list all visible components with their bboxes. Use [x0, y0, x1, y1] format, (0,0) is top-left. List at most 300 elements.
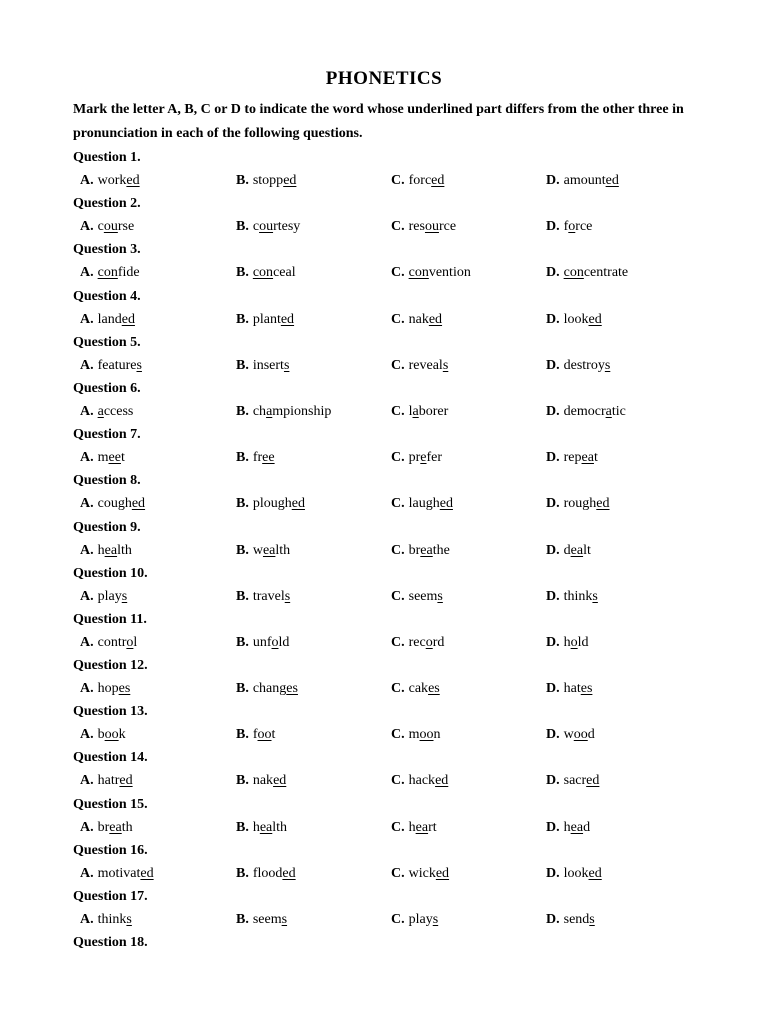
answer-option [236, 677, 298, 700]
options-row [73, 908, 713, 931]
answer-option [80, 354, 142, 377]
underlined-part: s [589, 912, 595, 927]
answer-option [391, 492, 453, 515]
answer-option [546, 677, 592, 700]
answer-option [391, 446, 442, 469]
answer-option [391, 862, 449, 885]
answer-option [391, 308, 442, 331]
option-letter: C. [391, 311, 405, 327]
option-letter: A. [80, 681, 94, 697]
option-letter: B. [236, 496, 249, 512]
word-part: rse [117, 219, 135, 235]
underlined-part: s [284, 588, 291, 604]
word-part: ch [252, 403, 267, 419]
word-part: seem [252, 912, 282, 927]
underlined-part: s [283, 357, 290, 373]
option-letter: B. [236, 357, 249, 373]
word-part: seem [408, 588, 438, 604]
underlined-part: ed [431, 173, 445, 188]
options-row [73, 677, 713, 700]
question-block [73, 192, 713, 238]
underlined-part: con [408, 265, 429, 281]
option-letter: A. [80, 450, 94, 466]
option-letter: D. [546, 681, 560, 697]
word-part: sacr [563, 773, 587, 789]
question-label: Question 15. [73, 796, 148, 812]
answer-option [546, 585, 598, 608]
word-part: rt [428, 819, 437, 835]
underlined-part: ee [262, 450, 275, 466]
word-part: look [563, 865, 589, 881]
answer-option [391, 354, 448, 377]
option-letter: D. [546, 773, 560, 789]
answer-option [80, 631, 137, 654]
underlined-part: ea [420, 542, 433, 558]
answer-option [391, 631, 444, 654]
underlined-part: s [442, 357, 449, 373]
word-part: th [121, 819, 133, 835]
word-part: rce [575, 219, 593, 235]
option-letter: C. [391, 681, 405, 697]
word-part: fer [426, 450, 443, 466]
option-letter: C. [391, 773, 405, 789]
option-letter: D. [546, 865, 560, 881]
word-part: l [408, 403, 413, 419]
answer-option [546, 215, 592, 238]
word-part: d [583, 819, 591, 835]
option-letter: A. [80, 865, 94, 881]
options-row [73, 400, 713, 423]
underlined-part: oo [573, 727, 588, 743]
word-part: tic [611, 403, 626, 419]
options-row [73, 723, 713, 746]
underlined-part: ee [108, 450, 121, 466]
word-part: fr [252, 450, 263, 466]
underlined-part: es [580, 681, 593, 697]
question-label: Question 13. [73, 704, 148, 720]
question-label: Question 18. [73, 935, 148, 951]
option-letter: C. [391, 357, 405, 373]
word-part: h [563, 634, 571, 650]
answer-option [80, 862, 154, 885]
word-part: h [97, 542, 105, 558]
word-part: rd [432, 634, 445, 650]
word-part: stopp [252, 173, 284, 188]
word-part: res [408, 219, 425, 235]
answer-option [236, 400, 331, 423]
underlined-part: ed [435, 773, 449, 789]
answer-option [546, 354, 610, 377]
underlined-part: s [136, 357, 142, 373]
instructions: Mark the letter A, B, C or D to indicate the word whose underlined part differs from the other three in pronunciation in each of the following questions. [73, 102, 684, 141]
word-part: h [408, 819, 416, 835]
question-block [73, 608, 713, 654]
underlined-part: o [271, 634, 279, 650]
options-row [73, 169, 713, 192]
word-part: d [587, 727, 595, 743]
option-letter: B. [236, 865, 249, 881]
word-part: cak [408, 681, 429, 697]
option-letter: C. [391, 265, 405, 281]
question-label: Question 7. [73, 427, 141, 443]
option-letter: D. [546, 588, 560, 604]
word-part: flood [252, 865, 283, 881]
question-label: Question 8. [73, 473, 141, 489]
question-list [73, 146, 713, 977]
answer-option [546, 169, 619, 192]
underlined-part: s [281, 912, 288, 927]
answer-option [546, 723, 595, 746]
underlined-part: con [97, 265, 118, 281]
option-letter: A. [80, 173, 94, 188]
underlined-part: ed [586, 773, 600, 789]
question-block [73, 423, 713, 469]
answer-option [391, 677, 440, 700]
underlined-part: ed [131, 496, 146, 512]
option-letter: B. [236, 219, 249, 235]
underlined-part: a [605, 403, 612, 419]
option-letter: C. [391, 542, 405, 558]
answer-option [80, 215, 134, 238]
option-letter: D. [546, 265, 560, 281]
underlined-part: ed [140, 865, 154, 881]
answer-option [80, 908, 132, 931]
underlined-part: ea [415, 819, 429, 835]
word-part: h [563, 819, 571, 835]
underlined-part: es [286, 681, 298, 697]
question-block [73, 377, 713, 423]
answer-option [80, 769, 133, 792]
option-letter: D. [546, 727, 560, 743]
underlined-part: o [425, 634, 433, 650]
word-part: insert [252, 357, 284, 373]
word-part: forc [408, 173, 432, 188]
question-block [73, 516, 713, 562]
answer-option [80, 492, 145, 515]
answer-option [391, 723, 441, 746]
underlined-part: ed [273, 773, 287, 789]
answer-option [546, 400, 626, 423]
word-part: f [252, 727, 258, 743]
word-part: ld [278, 634, 290, 650]
word-part: reveal [408, 357, 443, 373]
answer-option [391, 539, 450, 562]
question-block [73, 562, 713, 608]
word-part: rec [408, 634, 426, 650]
underlined-part: ed [282, 865, 296, 881]
option-letter: D. [546, 357, 560, 373]
option-letter: B. [236, 727, 249, 743]
word-part: h [252, 819, 260, 835]
word-part: rce [438, 219, 457, 235]
question-block [73, 793, 713, 839]
answer-option [546, 539, 591, 562]
word-part: w [563, 727, 574, 743]
underlined-part: s [437, 588, 443, 604]
answer-option [236, 354, 289, 377]
option-letter: D. [546, 542, 560, 558]
question-label: Question 9. [73, 519, 141, 535]
answer-option [80, 308, 135, 331]
option-letter: A. [80, 773, 94, 789]
word-part: w [252, 542, 263, 558]
word-part: land [97, 311, 122, 327]
word-part: amount [563, 173, 606, 188]
word-part: lt [583, 542, 591, 558]
word-part: rough [563, 496, 597, 512]
underlined-part: ed [588, 865, 602, 881]
option-letter: A. [80, 912, 94, 927]
underlined-part: oo [104, 727, 119, 743]
underlined-part: con [563, 265, 584, 281]
options-row [73, 308, 713, 331]
option-letter: A. [80, 311, 94, 327]
answer-option [236, 446, 275, 469]
underlined-part: con [252, 265, 274, 281]
underlined-part: ed [121, 311, 135, 327]
word-part: democr [563, 403, 606, 419]
word-part: chang [252, 681, 287, 697]
option-letter: A. [80, 403, 94, 419]
underlined-part: ed [291, 496, 305, 512]
word-part: m [97, 450, 109, 466]
word-part: vention [428, 265, 471, 281]
question-label: Question 14. [73, 750, 148, 766]
word-part: play [408, 912, 433, 927]
question-block [73, 146, 713, 192]
word-part: br [408, 542, 421, 558]
word-part: b [97, 727, 105, 743]
question-label: Question 2. [73, 196, 141, 212]
option-letter: B. [236, 681, 249, 697]
word-part: lth [275, 542, 291, 558]
page-title: PHONETICS [325, 68, 443, 89]
option-letter: C. [391, 727, 405, 743]
word-part: think [97, 912, 127, 927]
question-label: Question 1. [73, 150, 141, 165]
answer-option [236, 631, 289, 654]
word-part: borer [418, 403, 449, 419]
word-part: k [118, 727, 126, 743]
word-part: look [563, 311, 589, 327]
underlined-part: ed [283, 173, 297, 188]
underlined-part: es [118, 681, 131, 697]
underlined-part: ed [119, 773, 133, 789]
option-letter: C. [391, 819, 405, 835]
underlined-part: oo [419, 727, 434, 743]
option-letter: A. [80, 542, 94, 558]
word-part: nak [408, 311, 429, 327]
underlined-part: es [428, 681, 440, 697]
answer-option [546, 492, 610, 515]
question-label: Question 5. [73, 334, 141, 350]
answer-option [80, 585, 127, 608]
option-letter: D. [546, 634, 560, 650]
answer-option [391, 261, 471, 284]
underlined-part: ed [435, 865, 450, 881]
word-part: think [563, 588, 593, 604]
option-letter: D. [546, 450, 560, 466]
question-block [73, 746, 713, 792]
question-block [73, 238, 713, 284]
answer-option [391, 169, 444, 192]
word-part: mpionship [272, 403, 332, 419]
question-block [73, 885, 713, 931]
answer-option [236, 585, 290, 608]
underlined-part: a [266, 403, 273, 419]
option-letter: C. [391, 496, 405, 512]
answer-option [236, 723, 275, 746]
word-part: c [97, 219, 104, 235]
answer-option [546, 862, 602, 885]
underlined-part: ea [581, 450, 594, 466]
option-letter: B. [236, 403, 249, 419]
underlined-part: ou [103, 219, 118, 235]
underlined-part: s [432, 912, 439, 927]
underlined-part: s [604, 357, 611, 373]
word-part: d [563, 542, 571, 558]
options-row [73, 354, 713, 377]
option-letter: B. [236, 450, 249, 466]
question-label: Question 3. [73, 242, 141, 258]
answer-option [80, 677, 130, 700]
option-letter: A. [80, 496, 94, 512]
question-block [73, 654, 713, 700]
option-letter: B. [236, 634, 249, 650]
option-letter: D. [546, 912, 560, 927]
underlined-part: ed [605, 173, 619, 188]
word-part: fide [117, 265, 140, 281]
option-letter: B. [236, 773, 249, 789]
word-part: ld [577, 634, 589, 650]
option-letter: B. [236, 542, 249, 558]
underlined-part: ea [109, 819, 122, 835]
word-part: feature [97, 357, 137, 373]
underlined-part: ed [280, 311, 295, 327]
option-letter: D. [546, 311, 560, 327]
question-block [73, 331, 713, 377]
answer-option [546, 908, 595, 931]
underlined-part: ou [259, 219, 274, 235]
answer-option [546, 261, 628, 284]
option-letter: B. [236, 819, 249, 835]
option-letter: A. [80, 265, 94, 281]
word-part: the [432, 542, 450, 558]
option-letter: C. [391, 173, 405, 188]
answer-option [391, 769, 448, 792]
options-row [73, 492, 713, 515]
underlined-part: ed [428, 311, 443, 327]
underlined-part: oo [257, 727, 272, 743]
answer-option [391, 215, 456, 238]
answer-option [391, 908, 438, 931]
word-part: hat [563, 681, 581, 697]
word-part: ccess [103, 403, 134, 419]
underlined-part: o [568, 219, 576, 235]
underlined-part: ed [596, 496, 610, 512]
word-part: unf [252, 634, 272, 650]
answer-option [546, 769, 599, 792]
option-letter: C. [391, 865, 405, 881]
option-letter: C. [391, 403, 405, 419]
word-part: n [433, 727, 441, 743]
answer-option [546, 816, 590, 839]
answer-option [236, 816, 287, 839]
word-part: nak [252, 773, 274, 789]
options-row [73, 816, 713, 839]
word-part: t [120, 450, 125, 466]
options-row [73, 862, 713, 885]
option-letter: D. [546, 403, 560, 419]
options-row [73, 585, 713, 608]
word-part: cough [97, 496, 132, 512]
word-part: send [563, 912, 590, 927]
option-letter: A. [80, 219, 94, 235]
underlined-part: a [412, 403, 419, 419]
answer-option [80, 261, 140, 284]
option-letter: B. [236, 265, 249, 281]
question-block [73, 931, 713, 977]
answer-option [236, 769, 286, 792]
word-part: rtesy [273, 219, 301, 235]
answer-option [236, 261, 296, 284]
underlined-part: a [97, 403, 104, 419]
answer-option [391, 400, 448, 423]
word-part: f [563, 219, 569, 235]
option-letter: C. [391, 912, 405, 927]
word-part: c [252, 219, 260, 235]
answer-option [80, 169, 140, 192]
underlined-part: s [121, 588, 128, 604]
underlined-part: o [126, 634, 134, 650]
underlined-part: ed [439, 496, 453, 512]
question-block [73, 469, 713, 515]
underlined-part: ea [104, 542, 118, 558]
word-part: contr [97, 634, 127, 650]
word-part: m [408, 727, 420, 743]
word-part: work [97, 173, 127, 188]
underlined-part: ou [424, 219, 439, 235]
answer-option [546, 446, 598, 469]
options-row [73, 215, 713, 238]
underlined-part: ea [262, 542, 276, 558]
option-letter: B. [236, 912, 249, 927]
word-part: hatr [97, 773, 120, 789]
options-row [73, 539, 713, 562]
underlined-part: o [570, 634, 578, 650]
option-letter: B. [236, 173, 249, 188]
question-block [73, 839, 713, 885]
question-label: Question 12. [73, 658, 148, 674]
answer-option [546, 308, 602, 331]
options-row [73, 446, 713, 469]
question-label: Question 11. [73, 611, 147, 627]
underlined-part: ea [570, 542, 584, 558]
answer-option [80, 816, 133, 839]
option-letter: B. [236, 588, 249, 604]
option-letter: C. [391, 219, 405, 235]
underlined-part: s [592, 588, 598, 604]
option-letter: A. [80, 727, 94, 743]
answer-option [236, 308, 294, 331]
option-letter: C. [391, 634, 405, 650]
option-letter: C. [391, 450, 405, 466]
underlined-part: ea [259, 819, 273, 835]
word-part: travel [252, 588, 285, 604]
option-letter: A. [80, 634, 94, 650]
word-part: motivat [97, 865, 141, 881]
answer-option [236, 169, 296, 192]
